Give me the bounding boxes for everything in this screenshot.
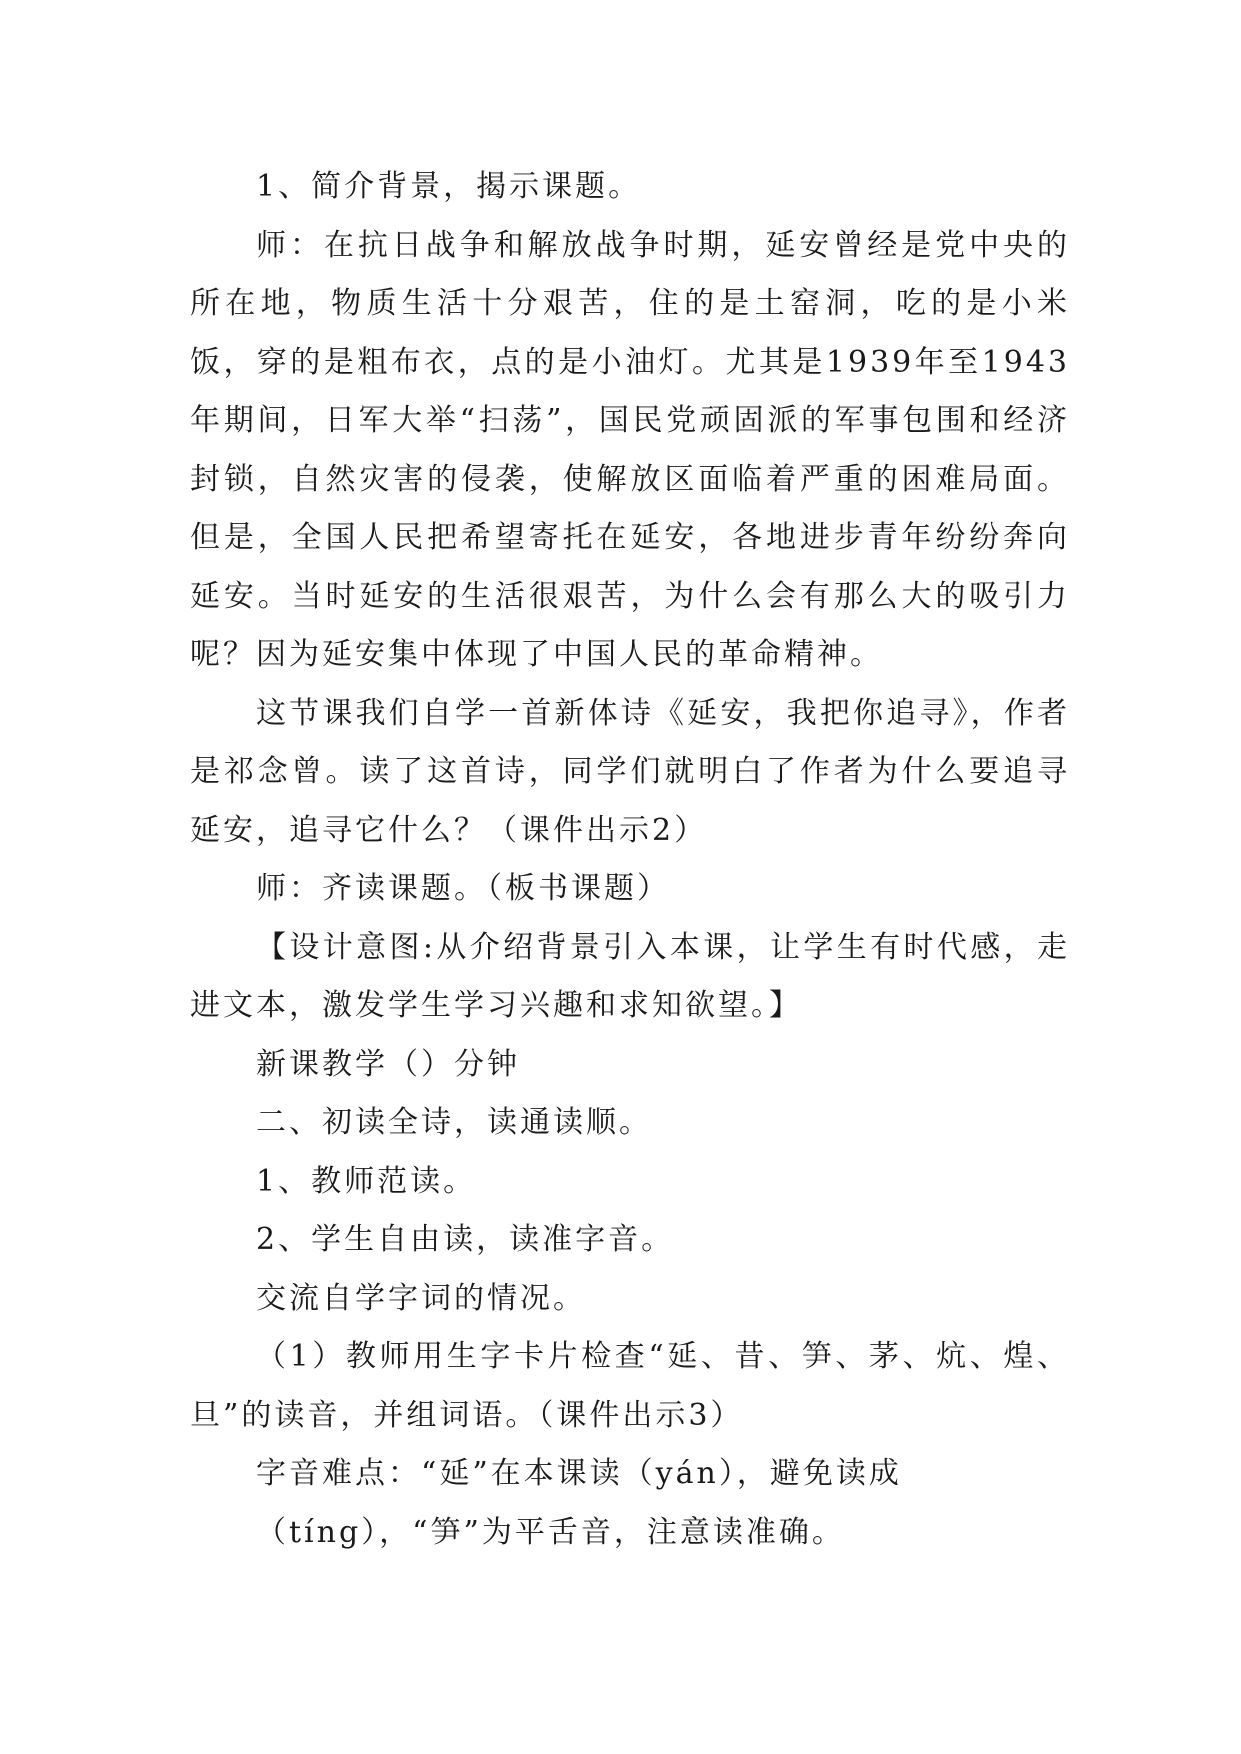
document-body <box>190 158 1070 1562</box>
character-card-check: （1）教师用生字卡片检查“延、昔、笋、茅、炕、煌、旦”的读音，并组词语。（课件出示3） <box>190 1339 1070 1433</box>
teacher-background-paragraph: 师：在抗日战争和解放战争时期，延安曾经是党中央的所在地，物质生活十分艰苦，住的是土窑洞，吃的是小米饭，穿的是粗布衣，点的是小油灯。尤其是1939年至1943年期间，日军大举“扫荡”，国民党顽固派的军事包围和经济封锁，自然灾害的侵袭，使解放区面临着严重的困难局面。但是，全国人民把希望寄托在延安，各地进步青年纷纷奔向延安。当时延安的生活很艰苦，为什么会有那么大的吸引力呢？因为延安集中体现了中国人民的革命精神。 <box>190 227 1070 672</box>
pronunciation-difficulty: 字音难点：“延”在本课读（yán），避免读成 <box>256 1456 902 1491</box>
read-title-paragraph: 师：齐读课题。（板书课题） <box>256 871 670 906</box>
design-intent-paragraph: 【设计意图:从介绍背景引入本课，让学生有时代感，走进文本，激发学生学习兴趣和求知欲望。】 <box>190 929 1070 1023</box>
vocabulary-exchange: 交流自学字词的情况。 <box>256 1280 586 1316</box>
section-2-heading: 二、初读全诗，读通读顺。 <box>256 1105 652 1140</box>
pronunciation-note: （tíng），“笋”为平舌音，注意读准确。 <box>256 1514 845 1550</box>
step-student-reading: 2、学生自由读，读准字音。 <box>256 1222 675 1257</box>
step-teacher-reading: 1、教师范读。 <box>256 1163 477 1199</box>
step-1-heading: 1、简介背景，揭示课题。 <box>256 169 642 204</box>
new-lesson-heading: 新课教学（）分钟 <box>256 1046 520 1082</box>
lesson-intro-paragraph: 这节课我们自学一首新体诗《延安，我把你追寻》，作者是祁念曾。读了这首诗，同学们就明白了作者为什么要追寻延安，追寻它什么？（课件出示2） <box>190 695 1070 848</box>
